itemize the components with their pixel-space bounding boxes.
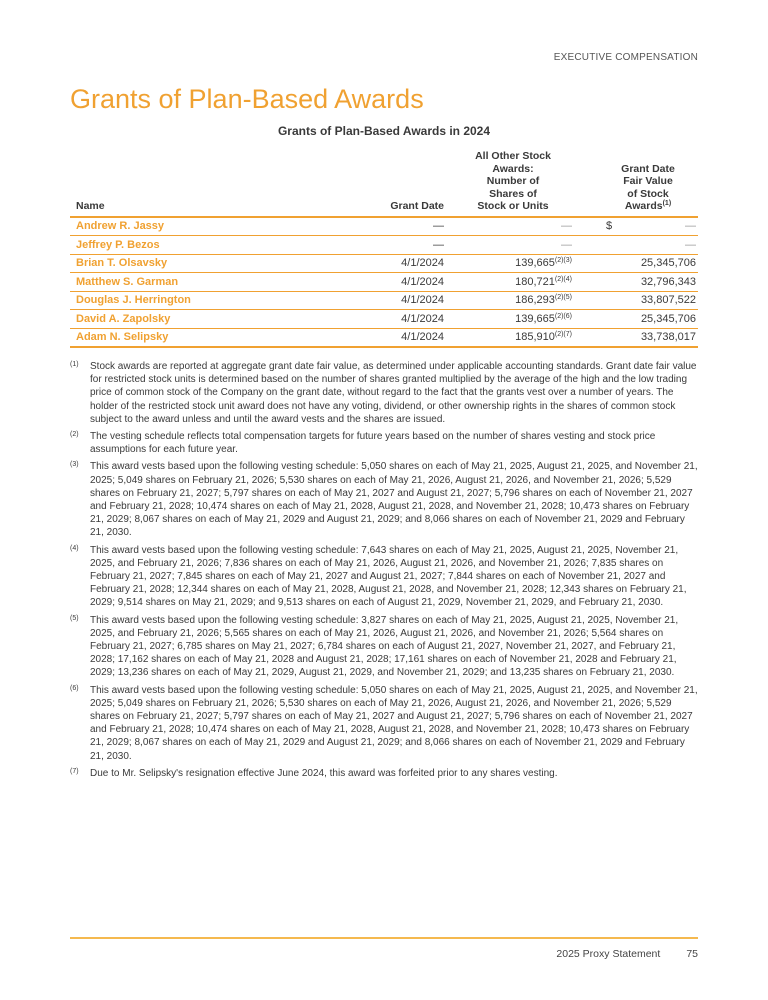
- fair-value: 25,345,706: [640, 312, 696, 325]
- footnote-marker: (1): [70, 361, 79, 368]
- shares-value: —: [561, 220, 572, 233]
- footnote-ref: (2)(4): [554, 275, 572, 283]
- fair-value: 33,738,017: [640, 331, 696, 344]
- page-footer: [556, 948, 698, 960]
- table-row: [70, 254, 698, 273]
- footnote-ref: (2)(5): [554, 294, 572, 302]
- column-header-fair-value: Grant Date Fair Value of Stock Awards$^{(1)}$: [578, 150, 698, 217]
- fair-value-cell: [578, 236, 698, 255]
- grant-date: —: [324, 217, 448, 236]
- footnote: [70, 360, 700, 426]
- shares-value: 139,665: [515, 312, 555, 325]
- grant-date: 4/1/2024: [324, 291, 448, 310]
- grant-date: —: [324, 236, 448, 255]
- shares-value: 185,910: [515, 331, 555, 344]
- fair-value: —: [685, 220, 696, 233]
- fair-value-cell: [578, 328, 698, 347]
- page-title: Grants of Plan-Based Awards: [70, 84, 424, 114]
- footnote-text: This award vests based upon the following vesting schedule: 5,050 shares on each of May 21, 2025, August 21, 2025, and November 21, 2025; 5,049 shares on February 21, 2026; 5,530 shares on each of May 21, 2026, August 21, 2026, and November 21, 2026; 5,529 shares on February 21, 2027; 5,797 shares on each of May 21, 2027 and August 21, 2027; 5,796 shares on each of November 21, 2027 and February 21, 2028; 10,474 shares on each of May 21, 2028, August 21, 2028, and November 21, 2028; 10,473 shares on February 21, 2029; 8,067 shares on each of May 21, 2029 and August 21, 2029; and 8,066 shares on each of November 21, 2029 and February 21, 2030.: [90, 461, 698, 539]
- page-number: 75: [686, 948, 698, 960]
- table-row: [70, 217, 698, 236]
- footnote-ref: (2)(7): [554, 331, 572, 339]
- fair-value: 32,796,343: [640, 275, 696, 288]
- shares-value: 139,665: [515, 257, 555, 270]
- fair-value-cell: [578, 291, 698, 310]
- table-row: [70, 328, 698, 347]
- fair-value: 33,807,522: [640, 294, 696, 307]
- table-row: [70, 236, 698, 255]
- grant-date: 4/1/2024: [324, 273, 448, 292]
- grants-table: [70, 150, 698, 348]
- footnote-ref: (2)(6): [554, 312, 572, 320]
- footnote-marker: (4): [70, 544, 79, 552]
- table-header-row: [70, 150, 698, 217]
- shares-cell: [448, 291, 578, 310]
- footnote: [70, 544, 700, 610]
- fair-value-cell: [578, 310, 698, 329]
- fair-value-cell: [578, 254, 698, 273]
- shares-cell: [448, 328, 578, 347]
- section-label: EXECUTIVE COMPENSATION: [553, 52, 698, 63]
- shares-cell: [448, 273, 578, 292]
- shares-cell: [448, 217, 578, 236]
- footnotes: [70, 360, 700, 784]
- fair-value: 25,345,706: [640, 257, 696, 270]
- executive-name: Adam N. Selipsky: [70, 328, 324, 347]
- footnote-marker: (7): [70, 767, 79, 775]
- grant-date: 4/1/2024: [324, 310, 448, 329]
- shares-value: 186,293: [515, 294, 555, 307]
- fair-value: —: [685, 238, 696, 251]
- shares-cell: [448, 310, 578, 329]
- footnote-text: This award vests based upon the following vesting schedule: 7,643 shares on each of May 21, 2025, August 21, 2025, November 21, 2025, and February 21, 2026; 7,836 shares on each of May 21, 2026, August 21, 2026, and November 21, 2026; 7,835 shares on February 21, 2027; 7,845 shares on each of May 21, 2027 and August 21, 2027; 7,844 shares on each of November 21, 2027 and February 21, 2028; 12,344 shares on each of May 21, 2028, August 21, 2028, and November 21, 2028; 12,343 shares on February 21, 2029; 9,514 shares on May 21, 2029; and 9,513 shares on each of August 21, 2029, November 21, 2029, and February 21, 2030.: [90, 544, 687, 609]
- currency-symbol: $: [606, 220, 613, 233]
- footnote-text: This award vests based upon the following vesting schedule: 3,827 shares on each of May 21, 2025, August 21, 2025, November 21, 2025, and February 21, 2026; 5,565 shares on each of May 21, 2026, August 21, 2026, and November 21, 2026; 5,564 shares on February 21, 2027; 6,785 shares on May 21, 2027; 6,784 shares on each of August 21, 2027, November 21, 2027, and February 21, 2028; 17,162 shares on each of May 21, 2028 and August 21, 2028; 17,161 shares on each of November 21, 2028 and February 21, 2029; 13,236 shares on each of May 21, 2029, August 21, 2029, and November 21, 2029; and 13,235 shares on February 21, 2030.: [90, 614, 679, 679]
- footer-divider: [70, 937, 698, 939]
- column-header-grant-date: Grant Date: [324, 150, 448, 217]
- footnote-marker: (2): [70, 431, 79, 439]
- executive-name: Douglas J. Herrington: [70, 291, 324, 310]
- table-row: [70, 273, 698, 292]
- column-header-shares: All Other Stock Awards: Number of Shares of Stock or Units: [448, 150, 578, 217]
- footnote: [70, 430, 700, 456]
- footnote-text: This award vests based upon the following vesting schedule: 5,050 shares on each of May 21, 2025, August 21, 2025, and November 21, 2025; 5,049 shares on February 21, 2026; 5,530 shares on each of May 21, 2026, August 21, 2026, and November 21, 2026; 5,529 shares on February 21, 2027; 5,797 shares on each of May 21, 2027 and August 21, 2027; 5,796 shares on each of November 21, 2027 and February 21, 2028; 10,474 shares on each of May 21, 2028, August 21, 2028, and November 21, 2028; 10,473 shares on February 21, 2029; 8,067 shares on each of May 21, 2029 and August 21, 2029; and 8,066 shares on each of November 21, 2029 and February 21, 2030.: [90, 684, 698, 762]
- shares-value: —: [561, 238, 572, 251]
- executive-name: Jeffrey P. Bezos: [70, 236, 324, 255]
- shares-cell: [448, 236, 578, 255]
- footnote-text: Due to Mr. Selipsky's resignation effective June 2024, this award was forfeited prior to any shares vesting.: [90, 767, 558, 779]
- grant-date: 4/1/2024: [324, 328, 448, 347]
- footnote: [70, 614, 700, 680]
- fair-value-cell: [578, 217, 698, 236]
- footnote-marker: (3): [70, 461, 79, 469]
- shares-cell: [448, 254, 578, 273]
- footnote-marker: (5): [70, 614, 79, 622]
- fair-value-cell: [578, 273, 698, 292]
- footnote: [70, 684, 700, 763]
- table-row: [70, 310, 698, 329]
- table-title: Grants of Plan-Based Awards in 2024: [277, 124, 491, 138]
- footnote: [70, 460, 700, 539]
- grant-date: 4/1/2024: [324, 254, 448, 273]
- footnote: [70, 767, 700, 780]
- footnote-ref: (2)(3): [554, 257, 572, 265]
- executive-name: Andrew R. Jassy: [70, 217, 324, 236]
- footnote-marker: (6): [70, 684, 79, 692]
- executive-name: Matthew S. Garman: [70, 273, 324, 292]
- executive-name: David A. Zapolsky: [70, 310, 324, 329]
- executive-name: Brian T. Olsavsky: [70, 254, 324, 273]
- shares-value: 180,721: [515, 275, 555, 288]
- footnote-text: Stock awards are reported at aggregate grant date fair value, as determined under applicable accounting standards. Grant date fair value for restricted stock units is determined based on the number of shares granted multiplied by the average of the high and the low trading price of common stock of the Company on the grant date, without regard to the fact that the grants vest over a number of years. The holder of the restricted stock unit award does not have any voting, dividend, or other ownership rights in the shares of common stock subject to the award unless and until the award vests and the shares are issued.: [90, 361, 697, 425]
- column-header-name: Name: [70, 150, 324, 217]
- footnote-ref: (1): [662, 200, 672, 207]
- table-row: [70, 291, 698, 310]
- document-name: 2025 Proxy Statement: [556, 948, 661, 960]
- footnote-text: The vesting schedule reflects total compensation targets for future years based on the number of shares vesting and stock price assumptions for each future year.: [90, 431, 656, 456]
